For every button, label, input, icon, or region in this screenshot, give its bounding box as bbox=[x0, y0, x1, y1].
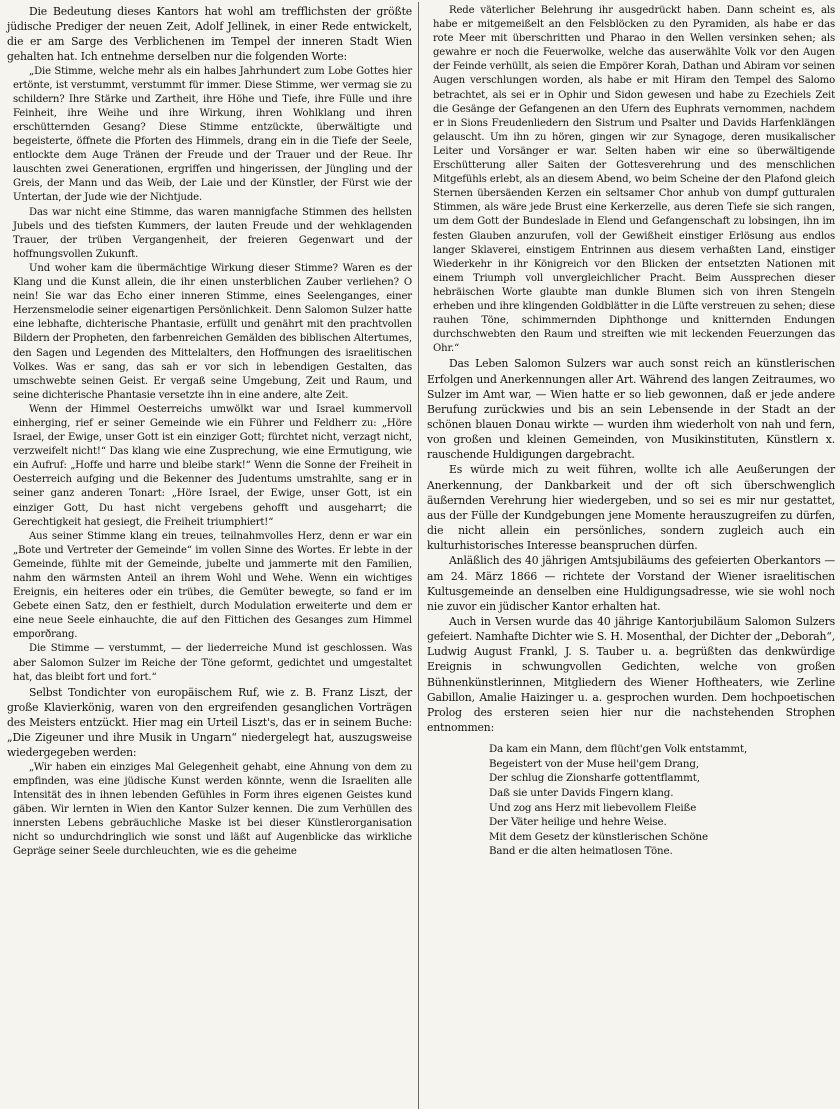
quote-jellinek-5: Aus seiner Stimme klang ein treues, teilnahmvolles Herz, denn er war ein „Bote und Vertreter der Gemeinde“ im vollen Sinne des Wortes. Er lebte in der Gemeinde, fühlte mit der Gemeinde, jubelte und jammerte mit den Familien, nahm den wärmsten Anteil an ihrem Wohl und Wehe. Wenn ein wichtiges Ereignis, ein heiteres oder ein trübes, die Gemüter bewegte, so fand er im Gebete einen Satz, den er festhielt, durch Modulation erweiterte und dem er eine neue Seele einhauchte, die auf den Fittichen des Gesanges zum Himmel emporðrang. bbox=[13, 530, 412, 641]
column-divider bbox=[418, 2, 419, 1109]
poem-line: Da kam ein Mann, dem flücht'gen Volk entstammt, bbox=[489, 743, 748, 756]
quote-jellinek-4: Wenn der Himmel Oesterreichs umwölkt war und Israel kummervoll einherging, rief er seiner Gemeinde wie ein Führer und Feldherr zu: „Höre Israel, der Ewige, unser Gott ist ein einziger Gott; fürchtet nicht, verzagt nicht, verzweifelt nicht!“ Das klang wie eine Zusprechung, wie eine Ermutigung, wie ein Aufruf: „Hoffe und harre und bleibe stark!“ Wenn die Sonne der Freiheit in Oesterreich aufging und die Bekenner des Judentums umstrahlte, sang er in seiner ganz anderen Tonart: „Höre Israel, der Ewige, unser Gott, ist ein einziger Gott, Du hast nicht vergebens gehofft und ausgeharrt; die Gerechtigkeit hat gesiegt, die Freiheit triumphiert!“ bbox=[13, 403, 412, 528]
paragraph-liszt: Selbst Tondichter von europäischem Ruf, wie z. B. Franz Liszt, der große Klavierkönig, waren von den ergreifenden gesanglichen Vorträgen des Meisters entzückt. Hier mag ein Urteil Liszt's, das er in seinem Buche: „Die Zigeuner und ihre Musik in Ungarn“ niedergelegt hat, auszugsweise wiedergegeben werden: bbox=[7, 685, 412, 760]
poem-line: Daß sie unter Davids Fingern klang. bbox=[489, 787, 674, 800]
paragraph-recognition: Es würde mich zu weit führen, wollte ich alle Aeußerungen der Anerkennung, der Dankbarkeit und der oft sich überschwenglich äußernden Verehrung hier wiedergeben, und so sei es mir nur gestattet, aus der Fülle der Kundgebungen jene Momente herauszugreifen zu dürfen, die nicht allein ein persönliches, sondern zugleich auch ein kulturhistorisches Interesse beanspruchen dürfen. bbox=[427, 463, 835, 553]
paragraph-jubilee: Anläßlich des 40 jährigen Amtsjubiläums des gefeierten Oberkantors — am 24. März 1866 — richtete der Vorstand der Wiener israelitischen Kultusgemeinde an denselben eine Huldigungsadresse, wie sie wohl noch nie zuvor ein jüdischer Kantor erhalten hat. bbox=[427, 554, 835, 613]
left-column bbox=[7, 4, 412, 1109]
right-column bbox=[427, 4, 835, 1109]
poem-stanza bbox=[489, 742, 835, 859]
paragraph-intro: Die Bedeutung dieses Kantors hat wohl am trefflichsten der größte jüdische Prediger der neuen Zeit, Adolf Jellinek, in einer Rede entwickelt, die er am Sarge des Verblichenen im Tempel der inneren Stadt Wien gehalten hat. Ich entnehme derselben nur die folgenden Worte: bbox=[7, 5, 412, 64]
quote-jellinek-3: Und woher kam die übermächtige Wirkung dieser Stimme? Waren es der Klang und die Kunst allein, die ihr einen unsterblichen Zauber verliehen? O nein! Sie war das Echo einer inneren Stimme, eines Seelenganges, einer Herzensmelodie seiner eigenartigen Persönlichkeit. Denn Salomon Sulzer hatte eine lebhafte, dichterische Phantasie, erfüllt und genährt mit den prachtvollen Bildern der Propheten, den farbenreichen Gemälden des biblischen Altertumes, den Sagen und Legenden des Mittelalters, den Hoffnungen des israelitischen Volkes. Was er sang, das sah er vor sich in lebendigen Gestalten, das umschwebte seinen Geist. Er vergaß seine Umgebung, Zeit und Raum, und seine dichterische Phantasie versetzte ihn in eine andere, alte Zeit. bbox=[13, 262, 412, 401]
quote-jellinek-2: Das war nicht eine Stimme, das waren mannigfache Stimmen des hellsten Jubels und des tiefsten Kummers, der lauten Freude und der wehklagenden Trauer, der trüben Vergangenheit, der freieren Gegenwart und der hoffnungsvollen Zukunft. bbox=[13, 206, 412, 260]
poem-line: Der schlug die Zionsharfe gottentflammt, bbox=[489, 772, 700, 785]
poem-line: Band er die alten heimatlosen Töne. bbox=[489, 845, 673, 858]
quote-liszt: „Wir haben ein einziges Mal Gelegenheit gehabt, eine Ahnung von dem zu empfinden, was eine jüdische Kunst werden könnte, wenn die Israeliten alle Intensität des in ihnen lebenden Gefühles in Form ihres eigenen Geistes kund gäben. Wir lernten in Wien den Kantor Sulzer kennen. Die zum Verhüllen des innersten Lebens gebräuchliche Maske ist bei dieser Künstlerorganisation nicht so undurchdringlich wie sonst und läßt auf Augenblicke das wirkliche Gepräge seiner Seele durchleuchten, wie es die geheime bbox=[13, 761, 412, 858]
quote-jellinek-1: „Die Stimme, welche mehr als ein halbes Jahrhundert zum Lobe Gottes hier ertönte, ist verstummt, verstummt für immer. Diese Stimme, wer vermag sie zu schildern? Ihre Stärke und Zartheit, ihre Höhe und Tiefe, ihre Fülle und ihre Feinheit, ihre Weihe und ihre Wirkung, ihren Wohlklang und ihren erschütternden Gesang? Diese Stimme entzückte, überwältigte und begeisterte, öffnete die Pforten des Himmels, drang ein in die Tiefe der Seele, entlockte dem Auge Tränen der Freude und der Trauer und der Reue. Ihr lauschten zwei Generationen, ergriffen und hingerissen, der Jüngling und der Greis, der Mann und das Weib, der Laie und der Künstler, der Fürst wie der Untertan, der Jude wie der Nichtjude. bbox=[13, 65, 412, 204]
poem-line: Mit dem Gesetz der künstlerischen Schöne bbox=[489, 830, 708, 843]
paragraph-honours: Das Leben Salomon Sulzers war auch sonst reich an künstlerischen Erfolgen und Anerkennungen aller Art. Während des langen Zeitraumes, wo Sulzer im Amt war, — Wien hatte er so lieb gewonnen, daß er jede andere Berufung zurückwies und bis an sein Lebensende in der Stadt an der schönen blauen Donau wirkte — wurden ihm wiederholt von nah und fern, von großen und kleinen Gemeinden, von Musikinstituten, Künstlern x. rauschende Huldigungen dargebracht. bbox=[427, 357, 835, 462]
quote-jellinek-6: Die Stimme — verstummt, — der liederreiche Mund ist geschlossen. Was aber Salomon Sulzer im Reiche der Töne geformt, gedichtet und umgestaltet hat, das bleibt fort und fort.“ bbox=[13, 643, 412, 683]
quote-liszt-continued: Rede väterlicher Belehrung ihr ausgedrückt haben. Dann scheint es, als habe er mitgemeißelt an den Felsblöcken zu den Pyramiden, als habe er das rote Meer mit überschritten und Pharao in den Wellen versinken sehen; als gewahre er noch die Feuerwolke, welche das auserwählte Volk vor den Augen der Feinde verhüllt, als seien die Empörer Korah, Dathan und Abiram vor seinen Augen verschlungen worden, als habe er mit Hiram den Tempel des Salomo betrachtet, als sei er in Ophir und Sidon gewesen und habe zu Ezechiels Zeit die Gesänge der Gefangenen an den Ufern des Euphrats vernommen, nachdem er in Sions Freudenliedern den Sistrum und Psalter und Davids Harfenklängen gelauscht. Um ihn zu hören, gingen wir zur Synagoge, deren musikalischer Leiter und Vorsänger er war. Selten haben wir eine so überwältigende Erschütterung aller Saiten der Gottesverehrung und des menschlichen Mitgefühls erlebt, als an diesem Abend, wo beim Scheine der den Plafond gleich Sternen übersäenden Kerzen ein seltsamer Chor anhub von dumpf gutturalen Stimmen, als wäre jede Brust eine Kerkerzelle, aus deren Tiefe sie sich rangen, um dem Gott der Bundeslade in Elend und Gefangenschaft zu lobsingen, ihn im festen Glauben anzurufen, voll der Gewißheit einstiger Erlösung aus endlos langer Sklaverei, einstigem Entrinnen aus diesem verhaßten Land, einstiger Wiederkehr in ihr Königreich vor den Blicken der entsetzten Nationen mit einem Triumph voll unvergleichlicher Pracht. Beim Aussprechen dieser hebräischen Worte glaubte man dunkle Blumen sich von ihren Stengeln erheben und ihre klingenden Goldblätter in die Lüfte verstreuen zu sehen; diese rauhen Töne, schimmernden Diphthonge und knitternden Endungen durchschwebten den Raum und streiften wie mit leckenden Feuerzungen das Ohr.“ bbox=[433, 5, 835, 355]
poem-line: Der Väter heilige und hehre Weise. bbox=[489, 816, 667, 829]
poem-line: Begeistert von der Muse heil'gem Drang, bbox=[489, 757, 699, 770]
poem-line: Und zog ans Herz mit liebevollem Fleiße bbox=[489, 801, 697, 814]
paragraph-verses: Auch in Versen wurde das 40 jährige Kantorjubiläum Salomon Sulzers gefeiert. Namhafte Dichter wie S. H. Mosenthal, der Dichter der „Deborah“, Ludwig August Frankl, J. S. Tauber u. a. begrüßten das denkwürdige Ereignis in schwungvollen Gedichten, welche von großen Bühnenkünstlerinnen, Mitgliedern des Wiener Hoftheaters, wie Zerline Gabillon, Amalie Haizinger u. a. gesprochen wurden. Dem hochpoetischen Prolog des ersteren seien hier nur die nachstehenden Strophen entnommen: bbox=[427, 615, 835, 735]
